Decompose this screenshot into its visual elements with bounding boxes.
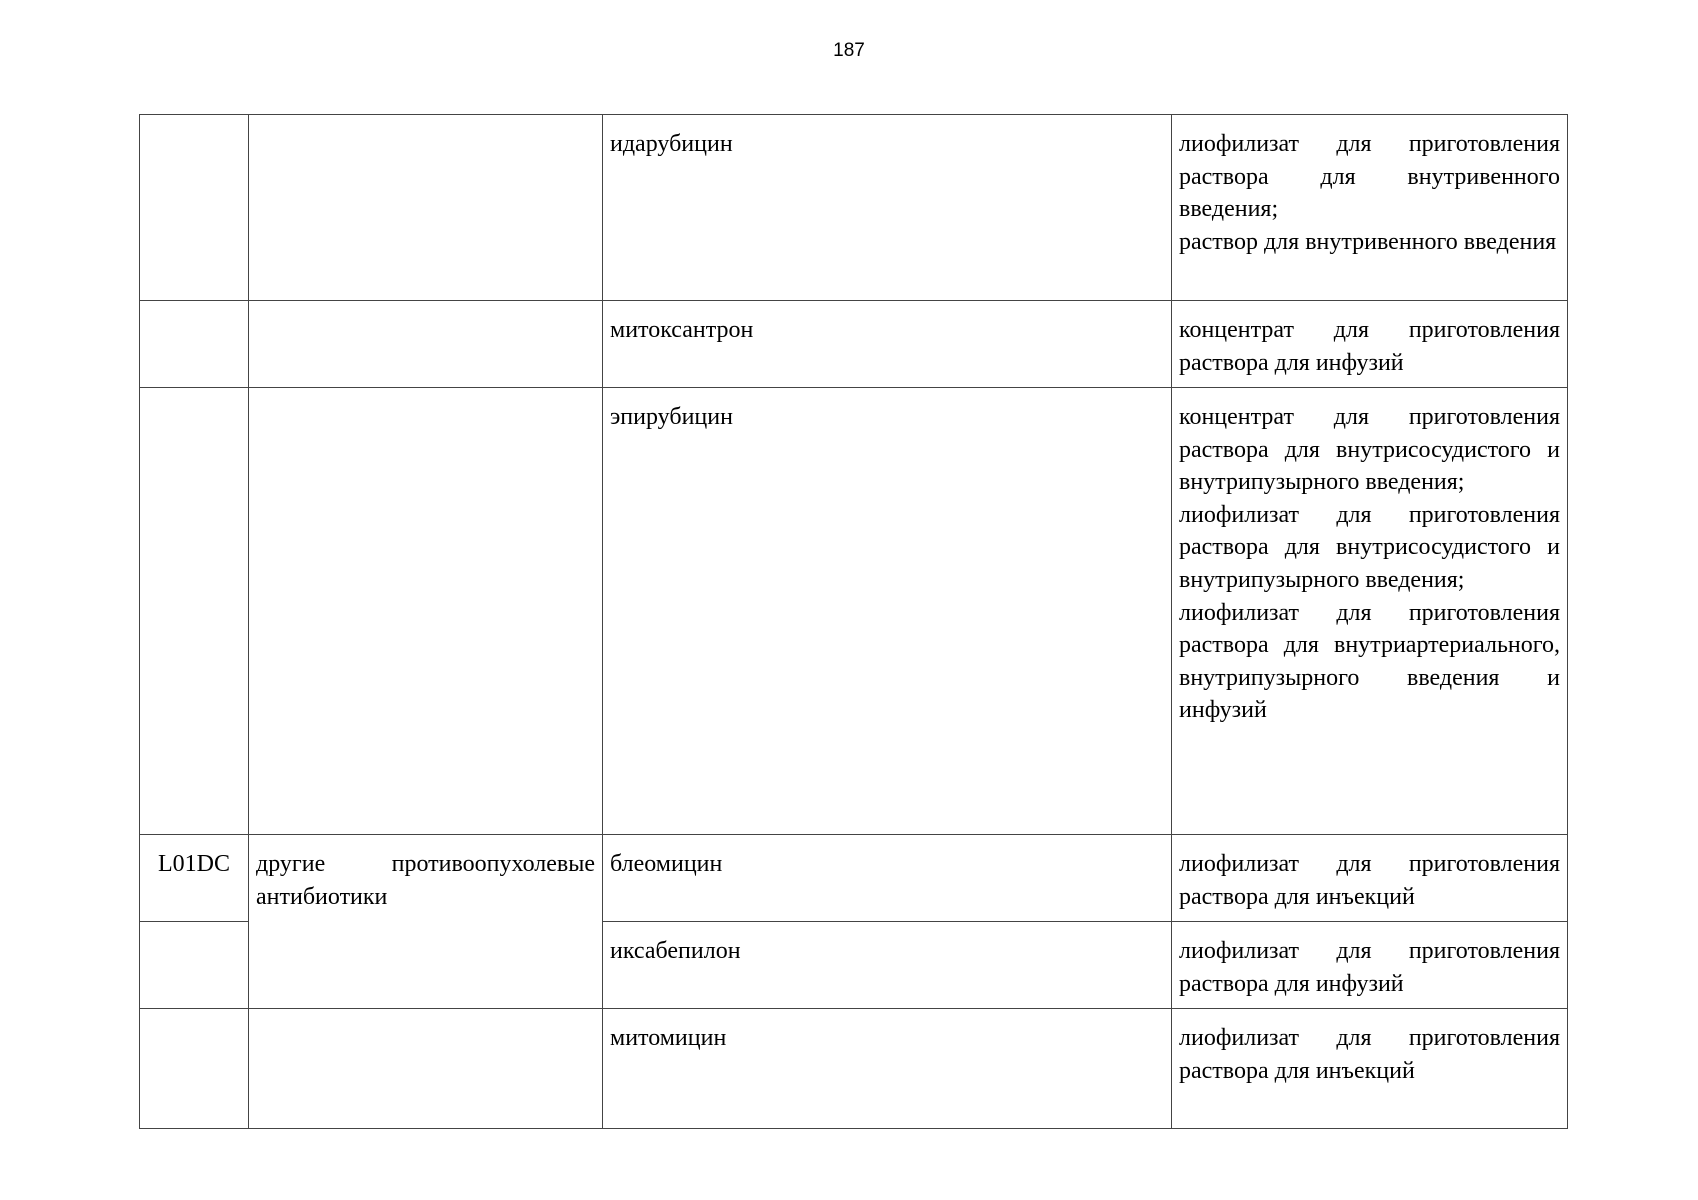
group-cell: [249, 301, 603, 388]
table-row: [140, 388, 1568, 835]
drug-name-cell: иксабепилон: [603, 922, 1172, 1009]
group-cell: [249, 388, 603, 835]
atc-code-cell: L01DC: [140, 835, 249, 922]
table-row: [140, 301, 1568, 388]
dosage-form-text: лиофилизат для приготовления раствора для инфузий: [1179, 938, 1560, 997]
dosage-form-text: концентрат для приготовления раствора для внутрисосудистого и внутрипузырного введения;: [1179, 404, 1560, 496]
dosage-form-text: лиофилизат для приготовления раствора для инъекций: [1179, 1025, 1560, 1084]
dosage-form-text: раствор для внутривенного введения: [1179, 228, 1557, 255]
dosage-form-text: концентрат для приготовления раствора для инфузий: [1179, 317, 1560, 376]
drug-name-cell: блеомицин: [603, 835, 1172, 922]
atc-code-cell: [140, 115, 249, 301]
group-cell: [249, 1009, 603, 1129]
atc-code-cell: [140, 1009, 249, 1129]
drug-name-cell: идарубицин: [603, 115, 1172, 301]
drug-table: [139, 114, 1568, 1129]
dosage-form-text: лиофилизат для приготовления раствора для инъекций: [1179, 851, 1560, 910]
dosage-form-text: лиофилизат для приготовления раствора для внутриартериального, внутрипузырного введения и инфузий: [1179, 599, 1560, 724]
table-row: [140, 115, 1568, 301]
dosage-form-cell: [1172, 388, 1568, 835]
group-cell: другие противоопухолевые антибиотики: [249, 835, 603, 1009]
dosage-form-text: лиофилизат для приготовления раствора для внутривенного введения;: [1179, 131, 1560, 223]
dosage-form-cell: [1172, 301, 1568, 388]
dosage-form-cell: [1172, 835, 1568, 922]
drug-name-cell: эпирубицин: [603, 388, 1172, 835]
atc-code-cell: [140, 301, 249, 388]
atc-code-cell: [140, 388, 249, 835]
drug-name-cell: митомицин: [603, 1009, 1172, 1129]
atc-code-cell: [140, 922, 249, 1009]
dosage-form-cell: [1172, 1009, 1568, 1129]
dosage-form-text: лиофилизат для приготовления раствора для внутрисосудистого и внутрипузырного введения;: [1179, 501, 1560, 593]
drug-name-cell: митоксантрон: [603, 301, 1172, 388]
table-row: [140, 835, 1568, 922]
dosage-form-cell: [1172, 115, 1568, 301]
dosage-form-cell: [1172, 922, 1568, 1009]
page-number: 187: [833, 40, 865, 61]
group-cell: [249, 115, 603, 301]
table-row: [140, 1009, 1568, 1129]
